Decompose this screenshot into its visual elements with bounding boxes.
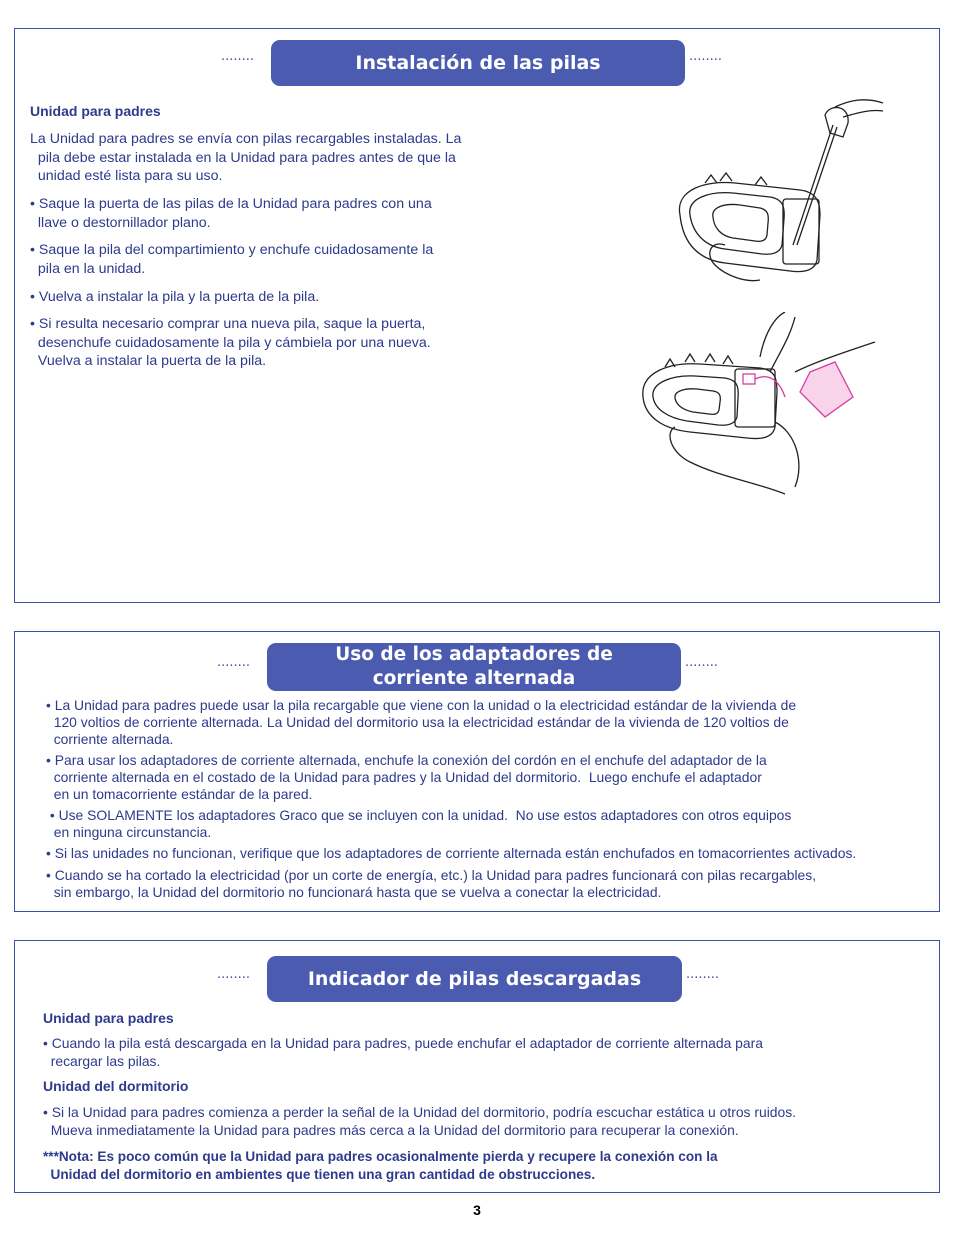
subheading-nursery-unit: Unidad del dormitorio — [43, 1078, 189, 1094]
subheading-parent-unit: Unidad para padres — [43, 1010, 174, 1026]
bullet-troubleshoot: • Si las unidades no funcionan, verifique que los adaptadores de corriente alternada están enchufados en tomacorrientes activados. — [46, 845, 857, 861]
bullet-recharge: • Cuando la pila está descargada en la Unidad para padres, puede enchufar el adaptador de corriente alternada para recargar las pilas. — [43, 1035, 763, 1069]
section-title-banner — [271, 40, 685, 86]
bullet-reinstall: • Vuelva a instalar la pila y la puerta de la pila. — [30, 289, 320, 305]
bullet-remove-door: • Saque la puerta de las pilas de la Unidad para padres con una llave o destornillador plano. — [30, 196, 432, 231]
section-title-banner — [267, 643, 681, 691]
title-dots-left: ········ — [217, 971, 251, 986]
screwdriver-illustration — [665, 95, 885, 295]
bullet-power-outage: • Cuando se ha cortado la electricidad (por un corte de energía, etc.) la Unidad para padres funcionará con pilas recargables, sin embargo, la Unidad del dormitorio no funcionará hasta que se vuelva a conectar la electricidad. — [46, 867, 817, 900]
title-dots-right: ········ — [686, 971, 720, 986]
intro-paragraph: La Unidad para padres se envía con pilas recargables instaladas. La pila debe estar instalada en la Unidad para padres antes de que la unidad esté lista para su uso. — [30, 131, 462, 184]
note-obstructions: ***Nota: Es poco común que la Unidad para padres ocasionalmente pierda y recupere la conexión con la Unidad del dormitorio en ambientes que tienen una gran cantidad de obstrucciones. — [43, 1149, 718, 1182]
title-dots-left: ········ — [221, 53, 255, 68]
battery-illustration — [635, 312, 885, 502]
bullet-only-graco: • Use SOLAMENTE los adaptadores Graco que se incluyen con la unidad. No use estos adaptadores con otros equipos en ninguna circunstancia. — [49, 807, 792, 840]
section-title-line1: Uso de los adaptadores de — [335, 644, 613, 665]
title-dots-right: ········ — [689, 53, 723, 68]
bullet-replace-battery: • Si resulta necesario comprar una nueva pila, saque la puerta, desenchufe cuidadosamente la pila y cámbiela por una nueva. Vuelva a instalar la puerta de la pila. — [30, 316, 431, 369]
section-title-line2: corriente alternada — [372, 668, 576, 689]
section-title-banner — [267, 956, 682, 1002]
section-title: Indicador de pilas descargadas — [307, 968, 642, 990]
bullet-signal-loss: • Si la Unidad para padres comienza a perder la señal de la Unidad del dormitorio, podría escuchar estática u otros ruidos. Mueva inmediatamente la Unidad para padres más cerca a la Unidad del dormitorio para recuperar la conexión. — [43, 1104, 797, 1138]
title-dots-right: ········ — [685, 659, 719, 674]
bullet-remove-battery: • Saque la pila del compartimiento y enchufe cuidadosamente la pila en la unidad. — [30, 242, 434, 277]
bullet-use-adapters: • Para usar los adaptadores de corriente alternada, enchufe la conexión del cordón en el enchufe del adaptador de la corriente alternada en el costado de la Unidad para padres y la Unidad del dormitorio. Luego enchufe el adaptador en un tomacorriente estándar de la pared. — [46, 752, 767, 802]
section-title: Instalación de las pilas — [355, 52, 601, 74]
title-dots-left: ········ — [217, 659, 251, 674]
page-number: 3 — [473, 1202, 481, 1218]
subheading-parent-unit: Unidad para padres — [30, 103, 161, 119]
bullet-power-options: • La Unidad para padres puede usar la pila recargable que viene con la unidad o la electricidad estándar de la vivienda de 120 voltios de corriente alternada. La Unidad del dormitorio usa la electricidad estándar de la vivienda de 120 voltios de corriente alternada. — [46, 697, 797, 747]
